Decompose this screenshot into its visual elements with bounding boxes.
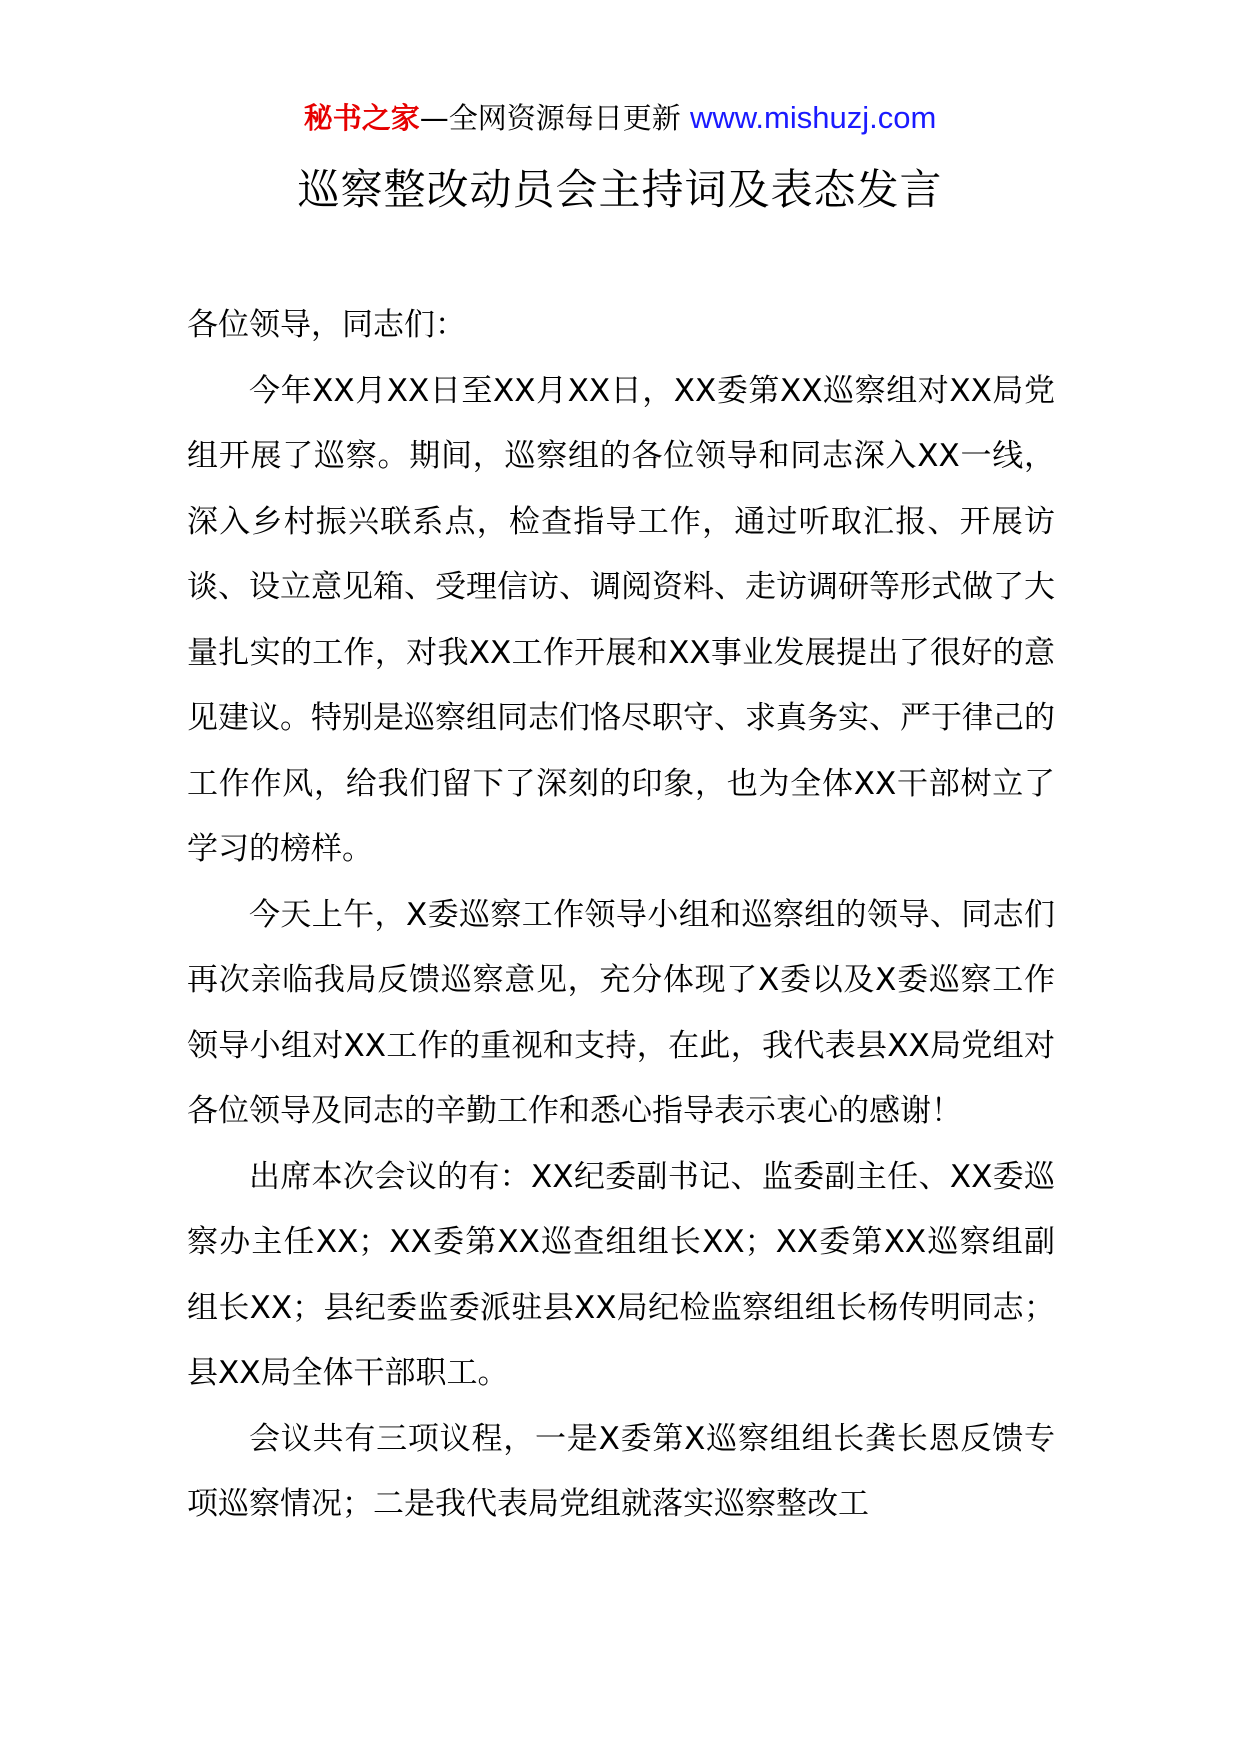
site-banner	[0, 98, 1240, 138]
brand-name: 秘书之家	[303, 101, 420, 135]
body-paragraph-2: 今天上午，X委巡察工作领导小组和巡察组的领导、同志们再次亲临我局反馈巡察意见，充分体现了X委以及X委巡察工作领导小组对XX工作的重视和支持，在此，我代表县XX局党组对各位领导及同志的辛勤工作和悉心指导表示衷心的感谢！	[187, 896, 1055, 1129]
document-title: 巡察整改动员会主持词及表态发言	[297, 165, 943, 214]
salutation: 各位领导，同志们：	[187, 307, 466, 343]
site-url-link[interactable]: www.mishuzj.com	[689, 100, 937, 135]
body-paragraph-4: 会议共有三项议程，一是X委第X巡察组组长龚长恩反馈专项巡察情况；二是我代表局党组就落实巡察整改工	[187, 1420, 1055, 1522]
document-body	[187, 293, 1055, 1538]
banner-tagline: —全网资源每日更新	[419, 101, 690, 135]
body-paragraph-1: 今年XX月XX日至XX月XX日，XX委第XX巡察组对XX局党组开展了巡察。期间，巡察组的各位领导和同志深入XX一线，深入乡村振兴联系点，检查指导工作，通过听取汇报、开展访谈、设立意见箱、受理信访、调阅资料、走访调研等形式做了大量扎实的工作，对我XX工作开展和XX事业发展提出了很好的意见建议。特别是巡察组同志们恪尽职守、求真务实、严于律己的工作作风，给我们留下了深刻的印象，也为全体XX干部树立了学习的榜样。	[187, 372, 1055, 867]
body-paragraph-3: 出席本次会议的有：XX纪委副书记、监委副主任、XX委巡察办主任XX；XX委第XX巡查组组长XX；XX委第XX巡察组副组长XX；县纪委监委派驻县XX局纪检监察组组长杨传明同志；县XX局全体干部职工。	[187, 1158, 1055, 1391]
